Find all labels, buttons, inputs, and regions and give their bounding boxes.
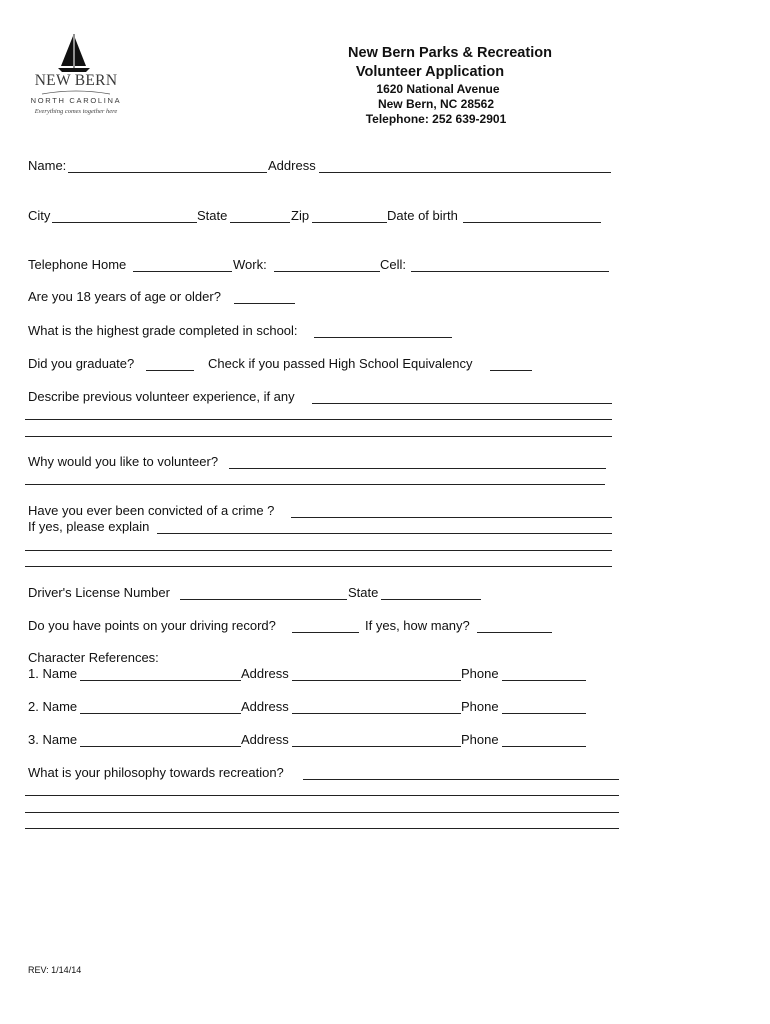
grade-line[interactable] — [314, 337, 452, 338]
ref2-name-line[interactable] — [80, 713, 241, 714]
ref2-phone-label: Phone — [461, 699, 499, 714]
ref2-phone-line[interactable] — [502, 713, 586, 714]
logo-state: NORTH CAROLINA — [30, 96, 122, 105]
name-line[interactable] — [68, 172, 267, 173]
dob-line[interactable] — [463, 222, 601, 223]
why-line-2[interactable] — [25, 484, 605, 485]
street-address: 1620 National Avenue — [376, 82, 500, 96]
telephone: Telephone: 252 639-2901 — [365, 112, 507, 126]
address-line[interactable] — [319, 172, 611, 173]
zip-label: Zip — [291, 208, 310, 223]
explain-label: If yes, please explain — [28, 519, 150, 534]
references-heading: Character References: — [28, 650, 159, 665]
logo-tagline: Everything comes together here — [34, 108, 118, 115]
ref1-address-line[interactable] — [292, 680, 461, 681]
philosophy-label: What is your philosophy towards recreation? — [28, 765, 284, 780]
ref1-name-label: 1. Name — [28, 666, 78, 681]
ref3-phone-label: Phone — [461, 732, 499, 747]
state-line[interactable] — [230, 222, 290, 223]
logo-name: NEW BERN — [34, 72, 118, 89]
how-many-line[interactable] — [477, 632, 552, 633]
experience-label: Describe previous volunteer experience, if any — [28, 389, 295, 404]
age18-label: Are you 18 years of age or older? — [28, 289, 221, 304]
hse-label: Check if you passed High School Equivalency — [208, 356, 473, 371]
cell-line[interactable] — [411, 271, 609, 272]
ref1-address-label: Address — [241, 666, 289, 681]
explain-line-3[interactable] — [25, 566, 612, 567]
ref1-phone-line[interactable] — [502, 680, 586, 681]
why-line-1[interactable] — [229, 468, 606, 469]
org-name: New Bern Parks & Recreation — [348, 45, 552, 61]
ref3-phone-line[interactable] — [502, 746, 586, 747]
dob-label: Date of birth — [387, 208, 458, 223]
form-title: Volunteer Application — [355, 64, 505, 80]
tel-home-line[interactable] — [133, 271, 232, 272]
ref2-address-line[interactable] — [292, 713, 461, 714]
points-label: Do you have points on your driving record? — [28, 618, 276, 633]
license-state-line[interactable] — [381, 599, 481, 600]
ref1-name-line[interactable] — [80, 680, 241, 681]
experience-line-3[interactable] — [25, 436, 612, 437]
ref2-address-label: Address — [241, 699, 289, 714]
ref3-name-line[interactable] — [80, 746, 241, 747]
license-label: Driver's License Number — [28, 585, 170, 600]
philosophy-line-4[interactable] — [25, 828, 619, 829]
ref1-phone-label: Phone — [461, 666, 499, 681]
ref3-name-label: 3. Name — [28, 732, 78, 747]
work-label: Work: — [233, 257, 267, 272]
ref2-name-label: 2. Name — [28, 699, 78, 714]
experience-line-1[interactable] — [312, 403, 612, 404]
ref3-address-line[interactable] — [292, 746, 461, 747]
license-line[interactable] — [180, 599, 347, 600]
zip-line[interactable] — [312, 222, 387, 223]
city-line[interactable] — [52, 222, 197, 223]
experience-line-2[interactable] — [25, 419, 612, 420]
tel-home-label: Telephone Home — [28, 257, 127, 272]
hse-line[interactable] — [490, 370, 532, 371]
explain-line-2[interactable] — [25, 550, 612, 551]
crime-label: Have you ever been convicted of a crime ? — [28, 503, 275, 518]
name-label: Name: — [28, 158, 67, 173]
philosophy-line-2[interactable] — [25, 795, 619, 796]
city-state-zip: New Bern, NC 28562 — [377, 97, 495, 111]
philosophy-line-3[interactable] — [25, 812, 619, 813]
city-label: City — [28, 208, 51, 223]
grade-label: What is the highest grade completed in school: — [28, 323, 298, 338]
explain-line-1[interactable] — [157, 533, 612, 534]
cell-label: Cell: — [380, 257, 407, 272]
address-label: Address — [268, 158, 316, 173]
state-label: State — [197, 208, 228, 223]
ref3-address-label: Address — [241, 732, 289, 747]
graduate-line[interactable] — [146, 370, 194, 371]
revision-date: REV: 1/14/14 — [28, 965, 82, 975]
crime-line[interactable] — [291, 517, 612, 518]
age18-line[interactable] — [234, 303, 295, 304]
graduate-label: Did you graduate? — [28, 356, 135, 371]
work-line[interactable] — [274, 271, 380, 272]
philosophy-line-1[interactable] — [303, 779, 619, 780]
points-line[interactable] — [292, 632, 359, 633]
how-many-label: If yes, how many? — [365, 618, 470, 633]
why-label: Why would you like to volunteer? — [28, 454, 219, 469]
license-state-label: State — [348, 585, 379, 600]
